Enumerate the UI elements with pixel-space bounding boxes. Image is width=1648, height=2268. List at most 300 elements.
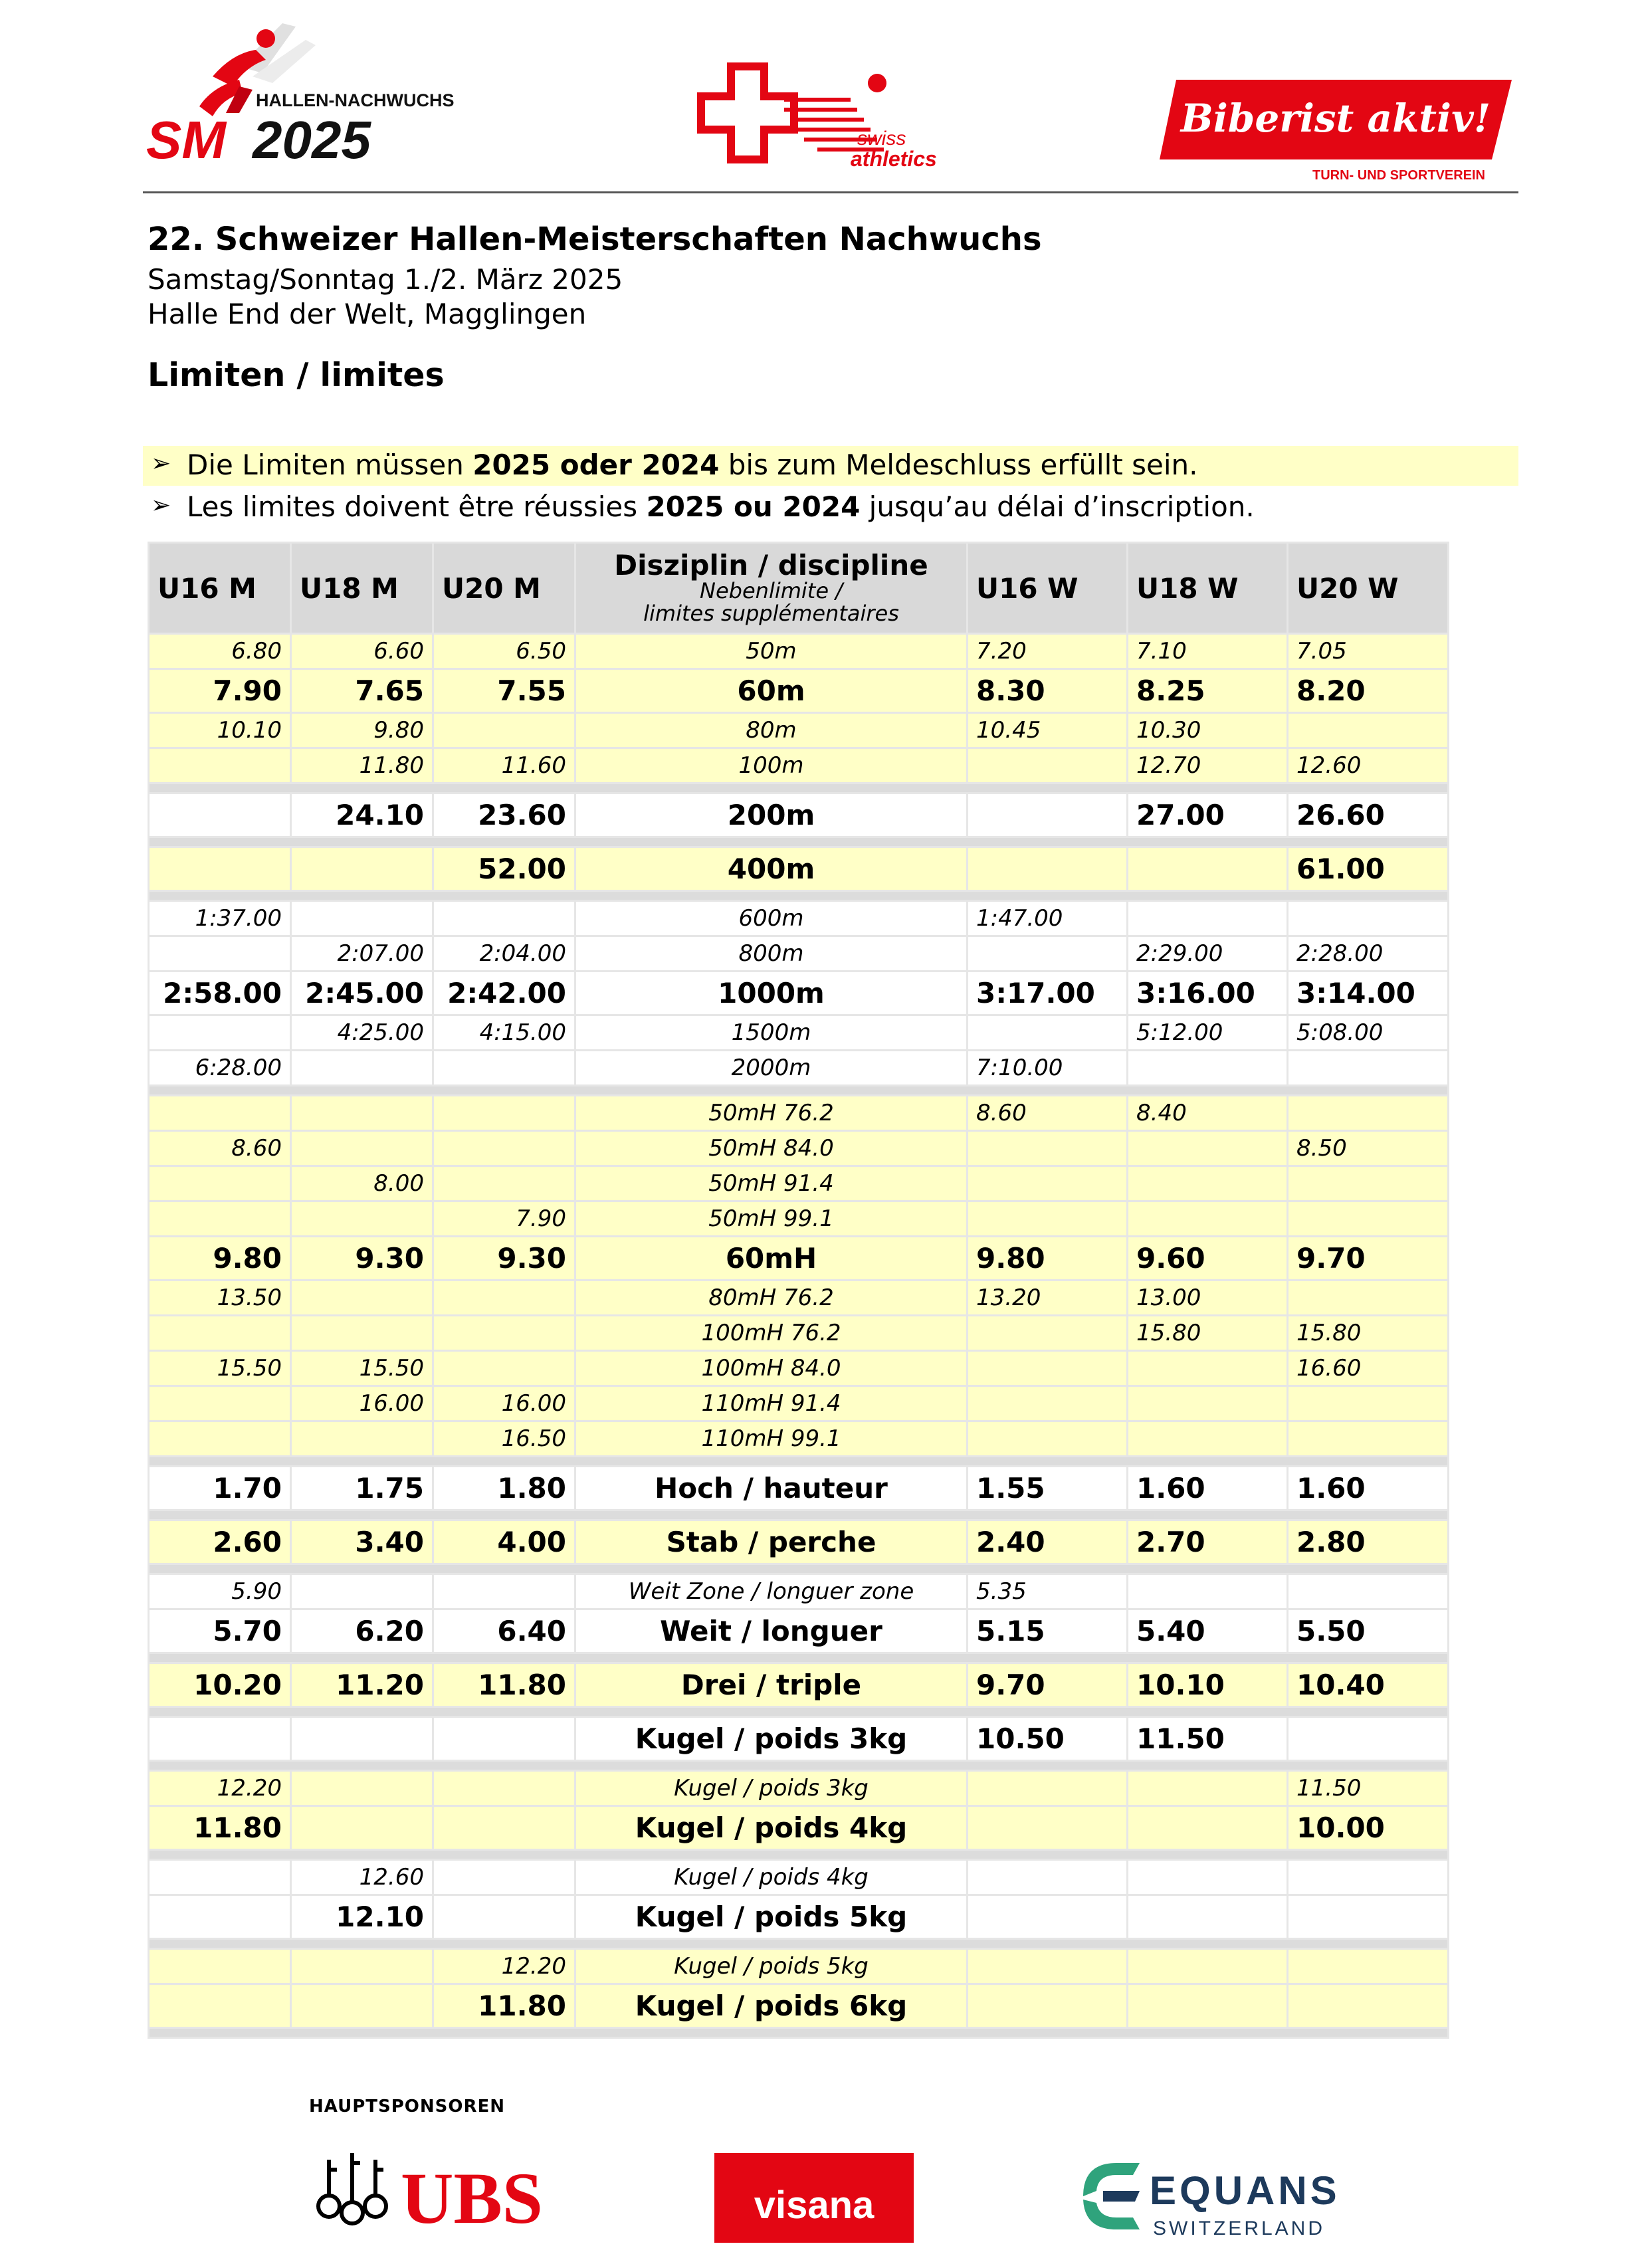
note-de bbox=[143, 446, 1518, 486]
cell-u20m bbox=[433, 1771, 575, 1806]
cell-u20w: 5.50 bbox=[1288, 1609, 1449, 1653]
cell-u18m bbox=[291, 1949, 433, 1984]
header-u16m: U16 M bbox=[149, 543, 291, 634]
cell-u18w bbox=[1128, 1984, 1288, 2028]
cell-u18w: 1.60 bbox=[1128, 1467, 1288, 1510]
cell-u16m: 13.50 bbox=[149, 1281, 291, 1316]
cell-u20w bbox=[1288, 1096, 1449, 1131]
header-discipline-label: Disziplin / discipline bbox=[614, 549, 928, 582]
table-row bbox=[149, 847, 1449, 891]
cell-discipline: 800m bbox=[575, 936, 968, 972]
table-row bbox=[149, 1574, 1449, 1609]
cell-u16m: 6:28.00 bbox=[149, 1051, 291, 1086]
table-row bbox=[149, 1131, 1449, 1166]
cell-discipline: 60m bbox=[575, 669, 968, 713]
cell-u18m bbox=[291, 1281, 433, 1316]
cell-u16w bbox=[968, 1984, 1128, 2028]
equans-country-text: SWITZERLAND bbox=[1153, 2217, 1326, 2239]
cell-u20w bbox=[1288, 713, 1449, 748]
cell-u18m: 12.60 bbox=[291, 1860, 433, 1895]
cell-u18m: 2:07.00 bbox=[291, 936, 433, 972]
arrow-bullet-icon: ➢ bbox=[151, 450, 171, 477]
cell-u20w bbox=[1288, 1281, 1449, 1316]
table-row bbox=[149, 1096, 1449, 1131]
cell-u20m: 2:04.00 bbox=[433, 936, 575, 972]
cell-u20m bbox=[433, 1351, 575, 1386]
cell-u20w: 5:08.00 bbox=[1288, 1015, 1449, 1051]
cell-u18m: 11.80 bbox=[291, 748, 433, 783]
cell-u16w bbox=[968, 1860, 1128, 1895]
event-date: Samstag/Sonntag 1./2. März 2025 bbox=[148, 263, 623, 296]
table-header-row bbox=[149, 543, 1449, 634]
cell-u18w: 8.25 bbox=[1128, 669, 1288, 713]
cell-u16w: 7:10.00 bbox=[968, 1051, 1128, 1086]
ubs-text: UBS bbox=[401, 2158, 543, 2239]
separator-cell bbox=[149, 1850, 1449, 1860]
cell-u20m: 23.60 bbox=[433, 793, 575, 837]
cell-discipline: 80mH 76.2 bbox=[575, 1281, 968, 1316]
cell-u20m: 16.00 bbox=[433, 1386, 575, 1421]
cell-u18m bbox=[291, 1316, 433, 1351]
cell-u20m bbox=[433, 1281, 575, 1316]
cell-discipline: 1500m bbox=[575, 1015, 968, 1051]
cell-u16m: 7.90 bbox=[149, 669, 291, 713]
cell-u20m bbox=[433, 713, 575, 748]
cell-discipline: 200m bbox=[575, 793, 968, 837]
cell-u18w bbox=[1128, 1201, 1288, 1237]
note-fr bbox=[143, 488, 1518, 528]
cell-u18w bbox=[1128, 847, 1288, 891]
table-row bbox=[149, 1895, 1449, 1939]
table-row bbox=[149, 1316, 1449, 1351]
cell-u20w: 2.80 bbox=[1288, 1520, 1449, 1564]
cell-u18m: 1.75 bbox=[291, 1467, 433, 1510]
cell-u20m bbox=[433, 1051, 575, 1086]
cell-u16w bbox=[968, 1201, 1128, 1237]
cell-u18w: 10.10 bbox=[1128, 1663, 1288, 1707]
cell-u20m: 6.50 bbox=[433, 634, 575, 669]
cell-u16m bbox=[149, 1096, 291, 1131]
cell-discipline: Hoch / hauteur bbox=[575, 1467, 968, 1510]
cell-u20w: 61.00 bbox=[1288, 847, 1449, 891]
cell-u18m bbox=[291, 1717, 433, 1761]
cell-u16w bbox=[968, 1015, 1128, 1051]
cell-u16m: 2:58.00 bbox=[149, 972, 291, 1015]
header-discipline bbox=[575, 543, 968, 634]
table-row bbox=[149, 1717, 1449, 1761]
separator-cell bbox=[149, 1086, 1449, 1096]
cell-discipline: 600m bbox=[575, 901, 968, 936]
cell-u18m bbox=[291, 1806, 433, 1850]
header-u20w: U20 W bbox=[1288, 543, 1449, 634]
separator-cell bbox=[149, 2028, 1449, 2038]
cell-discipline: Stab / perche bbox=[575, 1520, 968, 1564]
cell-u16w bbox=[968, 793, 1128, 837]
cell-u18w: 15.80 bbox=[1128, 1316, 1288, 1351]
cell-discipline: 80m bbox=[575, 713, 968, 748]
cell-u18m bbox=[291, 1131, 433, 1166]
table-separator bbox=[149, 837, 1449, 847]
table-row bbox=[149, 972, 1449, 1015]
separator-cell bbox=[149, 837, 1449, 847]
cell-discipline: 60mH bbox=[575, 1237, 968, 1281]
cell-u18w: 5.40 bbox=[1128, 1609, 1288, 1653]
cell-u16m bbox=[149, 1316, 291, 1351]
visana-text: visana bbox=[754, 2184, 875, 2227]
equans-logo bbox=[1077, 2150, 1362, 2243]
table-separator bbox=[149, 1510, 1449, 1520]
swiss-athletics-logo bbox=[684, 60, 970, 173]
cell-u18w: 2.70 bbox=[1128, 1520, 1288, 1564]
cell-u16m bbox=[149, 1421, 291, 1457]
cell-u20w: 7.05 bbox=[1288, 634, 1449, 669]
cell-u20m: 12.20 bbox=[433, 1949, 575, 1984]
cell-u16m bbox=[149, 847, 291, 891]
cell-u18w bbox=[1128, 1949, 1288, 1984]
cell-u18m bbox=[291, 1984, 433, 2028]
cell-u20m bbox=[433, 1131, 575, 1166]
cell-u16m bbox=[149, 1984, 291, 2028]
note-de-text: Die Limiten müssen 2025 oder 2024 bis zum Meldeschluss erfüllt sein. bbox=[187, 449, 1198, 481]
biberist-aktiv-logo bbox=[1156, 73, 1515, 186]
cell-u18w: 2:29.00 bbox=[1128, 936, 1288, 972]
cell-u16w: 5.15 bbox=[968, 1609, 1128, 1653]
table-separator bbox=[149, 1564, 1449, 1574]
cell-u16w: 1.55 bbox=[968, 1467, 1128, 1510]
cell-discipline: 2000m bbox=[575, 1051, 968, 1086]
cell-u18w: 3:16.00 bbox=[1128, 972, 1288, 1015]
cell-u18w: 5:12.00 bbox=[1128, 1015, 1288, 1051]
cell-u16w bbox=[968, 1166, 1128, 1201]
equans-text: EQUANS bbox=[1150, 2168, 1340, 2213]
cell-u16w bbox=[968, 1386, 1128, 1421]
cell-u18w: 12.70 bbox=[1128, 748, 1288, 783]
header-divider bbox=[143, 191, 1518, 193]
table-row bbox=[149, 901, 1449, 936]
cell-discipline: 50m bbox=[575, 634, 968, 669]
cell-u20w: 11.50 bbox=[1288, 1771, 1449, 1806]
cell-u20w: 26.60 bbox=[1288, 793, 1449, 837]
table-row bbox=[149, 1051, 1449, 1086]
table-row bbox=[149, 1351, 1449, 1386]
cell-u16m: 12.20 bbox=[149, 1771, 291, 1806]
cell-u20m: 7.55 bbox=[433, 669, 575, 713]
table-separator bbox=[149, 1707, 1449, 1717]
header-u20m: U20 M bbox=[433, 543, 575, 634]
table-row bbox=[149, 1015, 1449, 1051]
cell-u20m bbox=[433, 1895, 575, 1939]
cell-u16m: 9.80 bbox=[149, 1237, 291, 1281]
cell-discipline: 100mH 84.0 bbox=[575, 1351, 968, 1386]
cell-u18w bbox=[1128, 1860, 1288, 1895]
cell-u16m bbox=[149, 936, 291, 972]
cell-u16w: 2.40 bbox=[968, 1520, 1128, 1564]
cell-u18w bbox=[1128, 1351, 1288, 1386]
cell-u20m: 16.50 bbox=[433, 1421, 575, 1457]
cell-u18m: 4:25.00 bbox=[291, 1015, 433, 1051]
cell-u18m: 3.40 bbox=[291, 1520, 433, 1564]
cell-u16m: 6.80 bbox=[149, 634, 291, 669]
cell-discipline: 50mH 91.4 bbox=[575, 1166, 968, 1201]
cell-u20m bbox=[433, 1806, 575, 1850]
cell-u18w bbox=[1128, 1166, 1288, 1201]
cell-u16w bbox=[968, 936, 1128, 972]
swiss-cross-icon bbox=[701, 66, 794, 159]
separator-cell bbox=[149, 1564, 1449, 1574]
cell-u16w: 8.60 bbox=[968, 1096, 1128, 1131]
cell-u20w: 16.60 bbox=[1288, 1351, 1449, 1386]
arrow-bullet-icon: ➢ bbox=[151, 492, 171, 519]
cell-u18w bbox=[1128, 1806, 1288, 1850]
separator-cell bbox=[149, 891, 1449, 901]
section-title: Limiten / limites bbox=[148, 356, 445, 394]
cell-u16w: 9.70 bbox=[968, 1663, 1128, 1707]
cell-u20w bbox=[1288, 1984, 1449, 2028]
cell-u20w bbox=[1288, 1860, 1449, 1895]
cell-u18m: 12.10 bbox=[291, 1895, 433, 1939]
cell-u18m bbox=[291, 1096, 433, 1131]
cell-u18w bbox=[1128, 1131, 1288, 1166]
event-title: 22. Schweizer Hallen-Meisterschaften Nachwuchs bbox=[148, 221, 1042, 258]
cell-u20w bbox=[1288, 1717, 1449, 1761]
cell-u16w: 7.20 bbox=[968, 634, 1128, 669]
cell-u20w: 3:14.00 bbox=[1288, 972, 1449, 1015]
cell-u20m bbox=[433, 1717, 575, 1761]
cell-u16w bbox=[968, 1895, 1128, 1939]
cell-u20w: 15.80 bbox=[1288, 1316, 1449, 1351]
athletics-text: athletics bbox=[851, 147, 937, 171]
cell-u18m: 8.00 bbox=[291, 1166, 433, 1201]
table-separator bbox=[149, 2028, 1449, 2038]
cell-u16m bbox=[149, 1386, 291, 1421]
cell-u16m: 5.70 bbox=[149, 1609, 291, 1653]
table-row bbox=[149, 1421, 1449, 1457]
cell-u16w: 5.35 bbox=[968, 1574, 1128, 1609]
table-row bbox=[149, 1237, 1449, 1281]
cell-u20w bbox=[1288, 1949, 1449, 1984]
table-row bbox=[149, 1166, 1449, 1201]
header-sub-line1: Nebenlimite / bbox=[700, 578, 843, 604]
cell-u20w bbox=[1288, 1895, 1449, 1939]
cell-u16w bbox=[968, 1316, 1128, 1351]
table-row bbox=[149, 713, 1449, 748]
cell-u16m bbox=[149, 1860, 291, 1895]
table-row bbox=[149, 1771, 1449, 1806]
cell-u16w bbox=[968, 1949, 1128, 1984]
header-u18m: U18 M bbox=[291, 543, 433, 634]
cell-u16m bbox=[149, 1015, 291, 1051]
cell-u16w bbox=[968, 748, 1128, 783]
cell-u18w bbox=[1128, 1895, 1288, 1939]
table-separator bbox=[149, 1457, 1449, 1467]
cell-u18m bbox=[291, 1201, 433, 1237]
cell-u20m bbox=[433, 901, 575, 936]
cell-u20w bbox=[1288, 1574, 1449, 1609]
cell-u18w: 27.00 bbox=[1128, 793, 1288, 837]
table-row bbox=[149, 1984, 1449, 2028]
table-row bbox=[149, 1609, 1449, 1653]
header-sub-line2: limites supplémentaires bbox=[643, 601, 899, 627]
table-row bbox=[149, 1806, 1449, 1850]
cell-u20m: 4.00 bbox=[433, 1520, 575, 1564]
cell-u18w: 11.50 bbox=[1128, 1717, 1288, 1761]
cell-u16w bbox=[968, 1421, 1128, 1457]
sm-hallen-nachwuchs-logo bbox=[140, 13, 472, 166]
separator-cell bbox=[149, 1510, 1449, 1520]
hallen-nachwuchs-text: HALLEN-NACHWUCHS bbox=[256, 90, 455, 110]
cell-u16w bbox=[968, 1771, 1128, 1806]
cell-u20m: 9.30 bbox=[433, 1237, 575, 1281]
cell-u20w: 8.50 bbox=[1288, 1131, 1449, 1166]
table-row bbox=[149, 1201, 1449, 1237]
table-row bbox=[149, 1386, 1449, 1421]
cell-discipline: 50mH 76.2 bbox=[575, 1096, 968, 1131]
cell-u16m bbox=[149, 1949, 291, 1984]
table-row bbox=[149, 1949, 1449, 1984]
cell-u16w: 1:47.00 bbox=[968, 901, 1128, 936]
cell-u18m bbox=[291, 901, 433, 936]
cell-u16w: 10.50 bbox=[968, 1717, 1128, 1761]
cell-u20m bbox=[433, 1316, 575, 1351]
cell-u20m: 11.80 bbox=[433, 1984, 575, 2028]
cell-u20m: 7.90 bbox=[433, 1201, 575, 1237]
cell-u16m: 2.60 bbox=[149, 1520, 291, 1564]
cell-discipline: Kugel / poids 3kg bbox=[575, 1717, 968, 1761]
table-row bbox=[149, 1520, 1449, 1564]
cell-u16m bbox=[149, 1201, 291, 1237]
cell-u18w bbox=[1128, 901, 1288, 936]
cell-u20m: 11.80 bbox=[433, 1663, 575, 1707]
sponsors-label: HAUPTSPONSOREN bbox=[309, 2097, 505, 2116]
table-row bbox=[149, 634, 1449, 669]
cell-u16m bbox=[149, 1717, 291, 1761]
cell-discipline: Kugel / poids 3kg bbox=[575, 1771, 968, 1806]
cell-discipline: 400m bbox=[575, 847, 968, 891]
visana-logo bbox=[714, 2153, 914, 2243]
cell-u20w bbox=[1288, 1421, 1449, 1457]
keys-icon bbox=[318, 2153, 386, 2223]
cell-u20w: 1.60 bbox=[1288, 1467, 1449, 1510]
cell-u18w: 7.10 bbox=[1128, 634, 1288, 669]
cell-u20m bbox=[433, 1096, 575, 1131]
cell-discipline: 1000m bbox=[575, 972, 968, 1015]
table-separator bbox=[149, 891, 1449, 901]
cell-u18w: 13.00 bbox=[1128, 1281, 1288, 1316]
cell-u18w bbox=[1128, 1051, 1288, 1086]
table-separator bbox=[149, 1850, 1449, 1860]
cell-discipline: Drei / triple bbox=[575, 1663, 968, 1707]
cell-u20w: 10.00 bbox=[1288, 1806, 1449, 1850]
separator-cell bbox=[149, 1653, 1449, 1663]
cell-u20w bbox=[1288, 1201, 1449, 1237]
cell-u16w: 8.30 bbox=[968, 669, 1128, 713]
header-u18w: U18 W bbox=[1128, 543, 1288, 634]
table-row bbox=[149, 793, 1449, 837]
cell-u18w bbox=[1128, 1771, 1288, 1806]
cell-u16m: 8.60 bbox=[149, 1131, 291, 1166]
cell-u16w bbox=[968, 1351, 1128, 1386]
cell-discipline: 110mH 91.4 bbox=[575, 1386, 968, 1421]
cell-u16w: 10.45 bbox=[968, 713, 1128, 748]
cell-u20m: 11.60 bbox=[433, 748, 575, 783]
cell-u20w: 10.40 bbox=[1288, 1663, 1449, 1707]
cell-u20w bbox=[1288, 1166, 1449, 1201]
cell-u16w: 13.20 bbox=[968, 1281, 1128, 1316]
cell-u20m bbox=[433, 1166, 575, 1201]
cell-u16m: 15.50 bbox=[149, 1351, 291, 1386]
cell-u16m bbox=[149, 748, 291, 783]
event-venue: Halle End der Welt, Magglingen bbox=[148, 298, 587, 330]
separator-cell bbox=[149, 1457, 1449, 1467]
biberist-aktiv-text: Biberist aktiv! bbox=[1180, 96, 1491, 141]
cell-u18m bbox=[291, 1421, 433, 1457]
cell-u18m: 9.80 bbox=[291, 713, 433, 748]
cell-discipline: Weit / longuer bbox=[575, 1609, 968, 1653]
cell-u20w bbox=[1288, 1051, 1449, 1086]
cell-u18m: 15.50 bbox=[291, 1351, 433, 1386]
cell-discipline: Weit Zone / longuer zone bbox=[575, 1574, 968, 1609]
limits-table bbox=[148, 542, 1449, 2039]
table-row bbox=[149, 1467, 1449, 1510]
cell-discipline: Kugel / poids 6kg bbox=[575, 1984, 968, 2028]
cell-u20m: 6.40 bbox=[433, 1609, 575, 1653]
cell-discipline: Kugel / poids 4kg bbox=[575, 1806, 968, 1850]
table-row bbox=[149, 669, 1449, 713]
cell-u16m bbox=[149, 1895, 291, 1939]
cell-u18w bbox=[1128, 1386, 1288, 1421]
cell-u18m: 7.65 bbox=[291, 669, 433, 713]
cell-u18m: 2:45.00 bbox=[291, 972, 433, 1015]
cell-u18m bbox=[291, 1051, 433, 1086]
cell-u16m: 1.70 bbox=[149, 1467, 291, 1510]
table-row bbox=[149, 748, 1449, 783]
turn-sportverein-text: TURN- UND SPORTVEREIN bbox=[1312, 168, 1486, 183]
cell-u18w: 9.60 bbox=[1128, 1237, 1288, 1281]
cell-u18m: 9.30 bbox=[291, 1237, 433, 1281]
separator-cell bbox=[149, 783, 1449, 793]
cell-u20w: 12.60 bbox=[1288, 748, 1449, 783]
cell-u20w bbox=[1288, 901, 1449, 936]
separator-cell bbox=[149, 1939, 1449, 1949]
table-separator bbox=[149, 1653, 1449, 1663]
swiss-text: swiss bbox=[857, 128, 906, 150]
cell-u16w bbox=[968, 1131, 1128, 1166]
cell-u18m: 6.60 bbox=[291, 634, 433, 669]
cell-u18m bbox=[291, 1574, 433, 1609]
separator-cell bbox=[149, 1761, 1449, 1771]
cell-u16w: 9.80 bbox=[968, 1237, 1128, 1281]
cell-discipline: 100mH 76.2 bbox=[575, 1316, 968, 1351]
cell-u20w: 9.70 bbox=[1288, 1237, 1449, 1281]
table-row bbox=[149, 1281, 1449, 1316]
table-separator bbox=[149, 1086, 1449, 1096]
sm-text: SM bbox=[146, 110, 226, 166]
cell-u16w bbox=[968, 1806, 1128, 1850]
cell-u20w: 2:28.00 bbox=[1288, 936, 1449, 972]
table-separator bbox=[149, 1761, 1449, 1771]
cell-discipline: Kugel / poids 5kg bbox=[575, 1895, 968, 1939]
cell-u20m: 2:42.00 bbox=[433, 972, 575, 1015]
cell-u18w bbox=[1128, 1574, 1288, 1609]
cell-u18m: 11.20 bbox=[291, 1663, 433, 1707]
cell-discipline: 50mH 84.0 bbox=[575, 1131, 968, 1166]
cell-u16m: 5.90 bbox=[149, 1574, 291, 1609]
cell-u18m bbox=[291, 847, 433, 891]
cell-u20m: 1.80 bbox=[433, 1467, 575, 1510]
cell-u16m: 10.10 bbox=[149, 713, 291, 748]
cell-u16m: 1:37.00 bbox=[149, 901, 291, 936]
cell-u20m: 4:15.00 bbox=[433, 1015, 575, 1051]
